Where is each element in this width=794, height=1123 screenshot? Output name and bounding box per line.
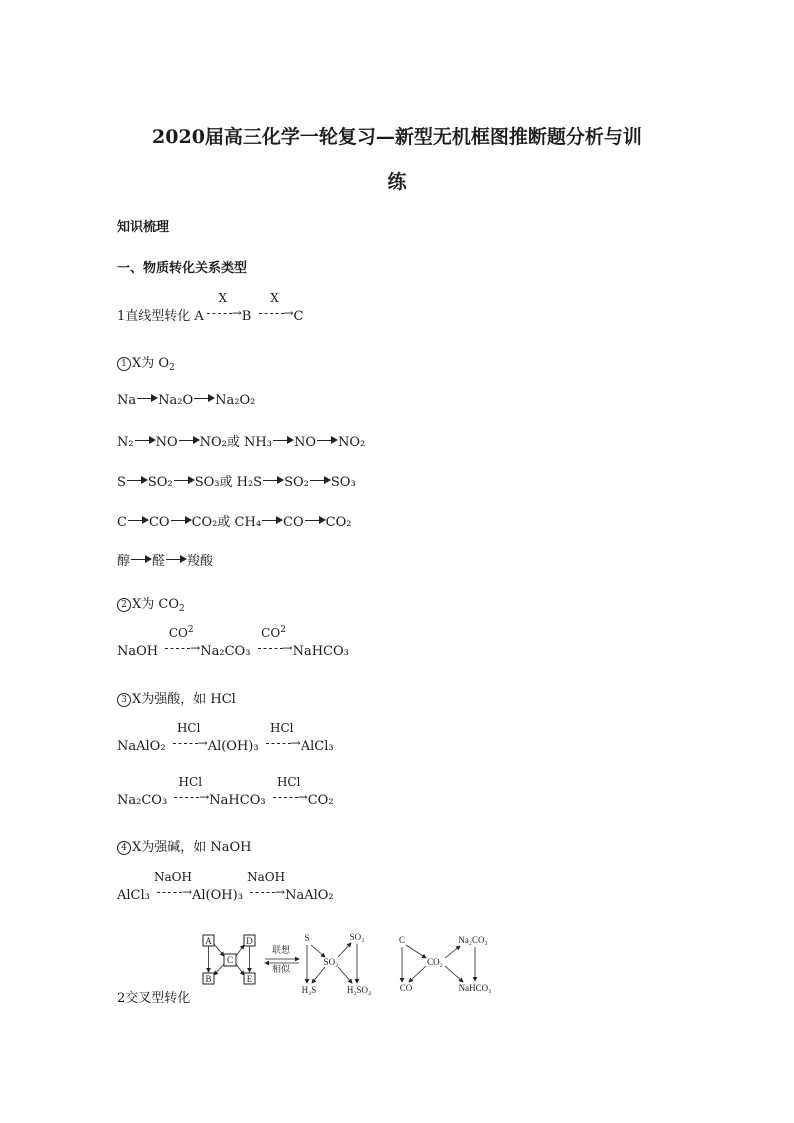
cross-label: 2交叉型转化 (117, 991, 191, 1006)
case1-row-n: N₂ NO NO₂或 NH₃ NO NO₂ (117, 435, 366, 450)
circled-number: 2 (117, 598, 131, 612)
link-bottom-text: 相似 (271, 964, 291, 974)
svg-text:CO: CO (399, 983, 413, 993)
svg-text:H₂SO₄: H₂SO₄ (346, 985, 372, 995)
linear-conversion-line (117, 291, 304, 324)
case2-heading: 2 X为 $CO_2$ (117, 593, 185, 612)
section-subheading: 一、物质转化关系类型 (117, 261, 248, 276)
arrow-x-1: X → (204, 306, 242, 320)
case1-row-organic: 醇 醛 羧酸 (117, 554, 214, 569)
case4-row: AlCl₃ NaOH → Al(OH)₃ NaOH → NaAlO₂ (117, 870, 334, 903)
arrow-x-2: X → (256, 306, 294, 320)
svg-text:SO₃: SO₃ (349, 932, 365, 942)
circled-number: 1 (117, 357, 131, 371)
case3-row2: Na₂CO₃ HCl → NaHCO₃ HCl → CO₂ (117, 775, 334, 808)
case4-head-text: X为强碱，如 NaOH (132, 840, 252, 855)
case2-head-text: X为 CO (132, 597, 179, 612)
svg-text:C: C (398, 935, 406, 945)
case1-row-c: C CO CO₂或 CH₄ CO CO₂ (117, 515, 352, 530)
case1-row-na: Na Na₂O Na₂O₂ (117, 393, 256, 408)
linear-label: 1直线型转化 A (117, 309, 204, 324)
page-title-line1: 2020届高三化学一轮复习—新型无机框图推断题分析与训 (152, 126, 642, 148)
case2-row: NaOH $CO^2$ → Na₂CO₃ $CO^2$ → NaHCO₃ (117, 625, 349, 659)
svg-text:A: A (205, 936, 212, 946)
arrow-label: X (218, 291, 228, 305)
section-heading: 知识梳理 (117, 220, 170, 235)
linear-c: C (293, 309, 304, 324)
svg-text:NaHCO₃: NaHCO₃ (458, 983, 492, 993)
svg-text:CO₂: CO₂ (427, 957, 443, 967)
cross-diagram (195, 925, 505, 1005)
case4-heading (117, 836, 252, 855)
svg-text:D: D (246, 936, 253, 946)
case3-row1: NaAlO₂ HCl → Al(OH)₃ HCl → AlCl₃ (117, 721, 334, 754)
arrow-label: X (270, 291, 279, 305)
linear-b: B (241, 309, 252, 324)
case3-heading (117, 688, 236, 707)
svg-text:SO₂: SO₂ (323, 957, 339, 967)
svg-text:Na₂CO₃: Na₂CO₃ (458, 935, 488, 945)
case1-heading: 1 X为 $O_2$ (117, 352, 175, 371)
case1-head-text: X为 O (132, 356, 170, 371)
svg-text:C: C (226, 955, 234, 965)
case1-row-s: S SO₂ SO₃或 H₂S SO₂ SO₃ (117, 475, 356, 490)
case3-head-text: X为强酸，如 HCl (132, 692, 236, 707)
svg-text:E: E (246, 974, 253, 984)
page-title-line2: 练 (387, 171, 407, 193)
svg-text:B: B (205, 974, 212, 984)
svg-text:H₂S: H₂S (301, 985, 317, 995)
circled-number: 4 (117, 841, 131, 855)
svg-text:S: S (304, 933, 310, 943)
link-top-text: 联想 (271, 945, 291, 955)
circled-number: 3 (117, 693, 131, 707)
